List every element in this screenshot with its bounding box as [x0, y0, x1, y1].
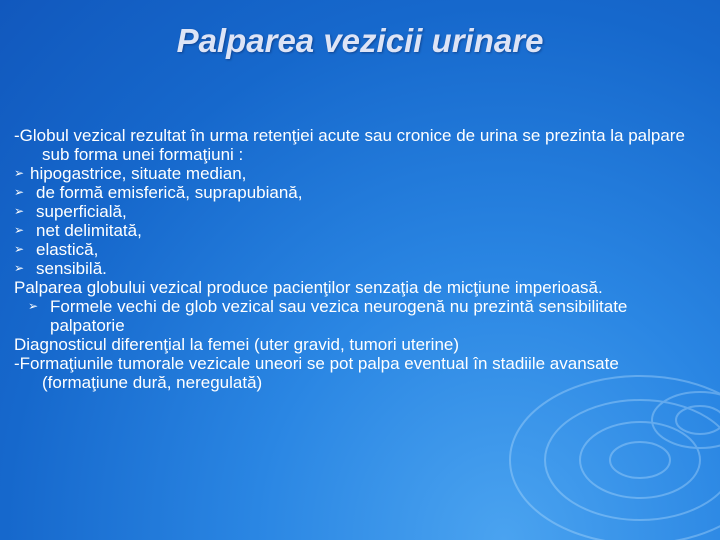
bullet-item: [14, 297, 704, 335]
bullet-item: [14, 221, 704, 240]
bullet-item: [14, 202, 704, 221]
paragraph-tumori: -Formaţiunile tumorale vezicale uneori se pot palpa eventual în stadiile avansate (formaţiune dură, neregulată): [14, 354, 619, 392]
arrow-bullet-icon: ➢: [14, 204, 25, 218]
bullet-item: [14, 259, 704, 278]
arrow-bullet-icon: ➢: [14, 261, 25, 275]
slide-title: Palparea vezicii urinare: [176, 22, 544, 59]
bullet-text: net delimitată,: [36, 221, 142, 240]
paragraph-mictiune: Palparea globului vezical produce pacienţilor senzaţia de micţiune imperioasă.: [14, 278, 603, 297]
bullet-item: [14, 164, 704, 183]
bullet-text: sensibilă.: [36, 259, 107, 278]
bullet-text: Formele vechi de glob vezical sau vezica neurogenă nu prezintă sensibilitate palpatorie: [50, 297, 628, 335]
paragraph-diagnostic: Diagnosticul diferenţial la femei (uter gravid, tumori uterine): [14, 335, 460, 354]
arrow-bullet-icon: ➢: [14, 185, 25, 199]
bullet-text: de formă emisferică, suprapubiană,: [36, 183, 303, 202]
bullet-text: hipogastrice, situate median,: [30, 164, 247, 183]
bullet-text: elastică,: [36, 240, 99, 259]
arrow-bullet-icon: ➢: [14, 242, 25, 256]
arrow-bullet-icon: ➢: [14, 166, 25, 180]
arrow-bullet-icon: ➢: [28, 299, 39, 313]
paragraph-intro: -Globul vezical rezultat în urma retenţiei acute sau cronice de urina se prezinta la palpare sub forma unei formaţiuni :: [14, 126, 685, 164]
slide-body: [14, 126, 704, 392]
bullet-text: superficială,: [36, 202, 127, 221]
bullet-item: [14, 183, 704, 202]
arrow-bullet-icon: ➢: [14, 223, 25, 237]
bullet-item: [14, 240, 704, 259]
